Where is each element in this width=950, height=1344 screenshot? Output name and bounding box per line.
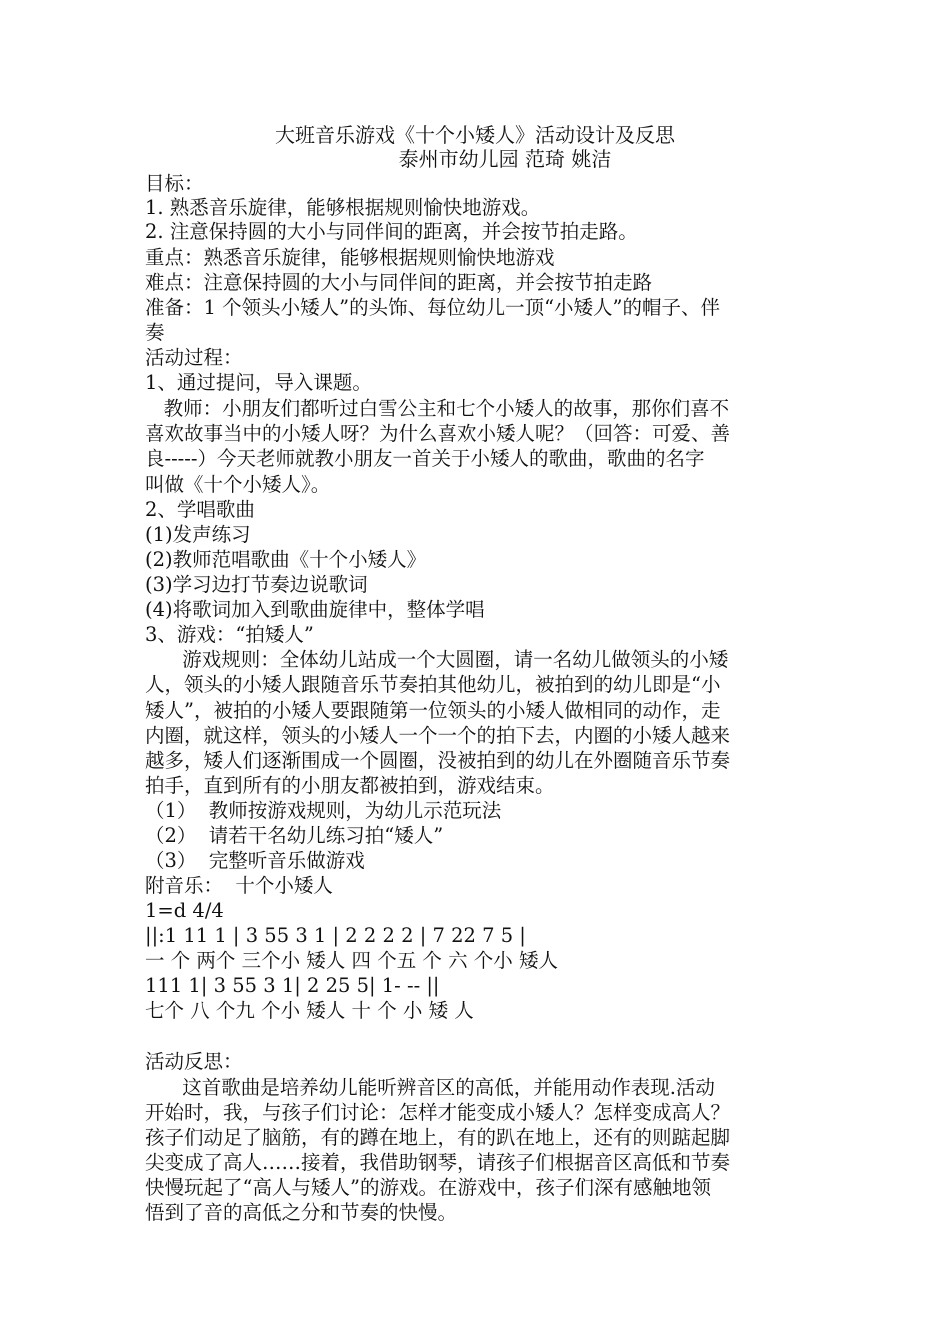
- body-line: 1=d 4/4: [145, 899, 224, 922]
- body-line: 目标：: [145, 172, 204, 195]
- lyrics-line: 七个 八 个九 个小 矮人 十 个 小 矮 人: [145, 999, 474, 1022]
- body-line: （2） 请若干名幼儿练习拍“矮人”: [145, 824, 444, 847]
- body-line: 越多，矮人们逐渐围成一个圆圈，没被拍到的幼儿在外圈随音乐节奏: [145, 749, 731, 772]
- document-title: 大班音乐游戏《十个小矮人》活动设计及反思: [275, 123, 675, 147]
- body-line: 活动过程：: [145, 346, 243, 369]
- body-line: 快慢玩起了“高人与矮人”的游戏。在游戏中，孩子们深有感触地领: [145, 1176, 711, 1199]
- body-line: 附音乐： 十个小矮人: [145, 874, 333, 897]
- body-line: (1)发声练习: [145, 523, 251, 546]
- body-line: 活动反思：: [145, 1050, 243, 1073]
- body-line: 3、游戏：“拍矮人”: [145, 623, 314, 646]
- body-line: （1） 教师按游戏规则，为幼儿示范玩法: [145, 799, 502, 822]
- body-line: 叫做《十个小矮人》。: [145, 473, 331, 496]
- body-line: 1. 熟悉音乐旋律，能够根据规则愉快地游戏。: [145, 196, 541, 219]
- body-line: 重点：熟悉音乐旋律，能够根据规则愉快地游戏: [145, 246, 555, 269]
- body-line: 2. 注意保持圆的大小与同伴间的距离，并会按节拍走路。: [145, 220, 638, 243]
- document-author: 泰州市幼儿园 范琦 姚洁: [398, 147, 612, 171]
- body-line: 1、通过提问，导入课题。: [145, 371, 372, 394]
- body-line: (2)教师范唱歌曲《十个小矮人》: [145, 548, 427, 571]
- body-line: （3） 完整听音乐做游戏: [145, 849, 365, 872]
- body-line: 矮人”，被拍的小矮人要跟随第一位领头的小矮人做相同的动作，走: [145, 699, 721, 722]
- body-line: 教师：小朋友们都听过白雪公主和七个小矮人的故事，那你们喜不: [145, 397, 730, 420]
- body-line: 难点：注意保持圆的大小与同伴间的距离，并会按节拍走路: [145, 271, 653, 294]
- body-line: 2、学唱歌曲: [145, 498, 255, 521]
- body-line: 拍手，直到所有的小朋友都被拍到，游戏结束。: [145, 774, 555, 797]
- body-line: 游戏规则：全体幼儿站成一个大圆圈，请一名幼儿做领头的小矮: [145, 648, 729, 671]
- body-line: 开始时，我，与孩子们讨论：怎样才能变成小矮人？怎样变成高人？: [145, 1101, 731, 1124]
- music-notation-line: 111 1| 3 55 3 1| 2 25 5| 1- -- ||: [145, 974, 440, 997]
- body-line: 这首歌曲是培养幼儿能听辨音区的高低，并能用动作表现.活动: [145, 1076, 715, 1099]
- body-line: 内圈，就这样，领头的小矮人一个一个的拍下去，内圈的小矮人越来: [145, 724, 731, 747]
- body-line: 尖变成了高人……接着，我借助钢琴，请孩子们根据音区高低和节奏: [145, 1151, 731, 1174]
- body-line: (4)将歌词加入到歌曲旋律中，整体学唱: [145, 598, 485, 621]
- body-line: 准备：1 个领头小矮人”的头饰、每位幼儿一顶“小矮人”的帽子、伴: [145, 296, 721, 319]
- body-line: 良-----）今天老师就教小朋友一首关于小矮人的歌曲，歌曲的名字: [145, 447, 705, 470]
- body-line: (3)学习边打节奏边说歌词: [145, 573, 368, 596]
- body-line: 悟到了音的高低之分和节奏的快慢。: [145, 1201, 458, 1224]
- body-line: 喜欢故事当中的小矮人呀？为什么喜欢小矮人呢？（回答：可爱、善: [145, 422, 731, 445]
- lyrics-line: 一 个 两个 三个小 矮人 四 个五 个 六 个小 矮人: [145, 949, 558, 972]
- music-notation-line: ||:1 11 1 | 3 55 3 1 | 2 2 2 2 | 7 22 7 5 |: [145, 924, 526, 947]
- body-line: 奏: [145, 321, 165, 344]
- body-line: 人，领头的小矮人跟随音乐节奏拍其他幼儿，被拍到的幼儿即是“小: [145, 673, 721, 696]
- body-line: 孩子们动足了脑筋，有的蹲在地上，有的趴在地上，还有的则踮起脚: [145, 1126, 731, 1149]
